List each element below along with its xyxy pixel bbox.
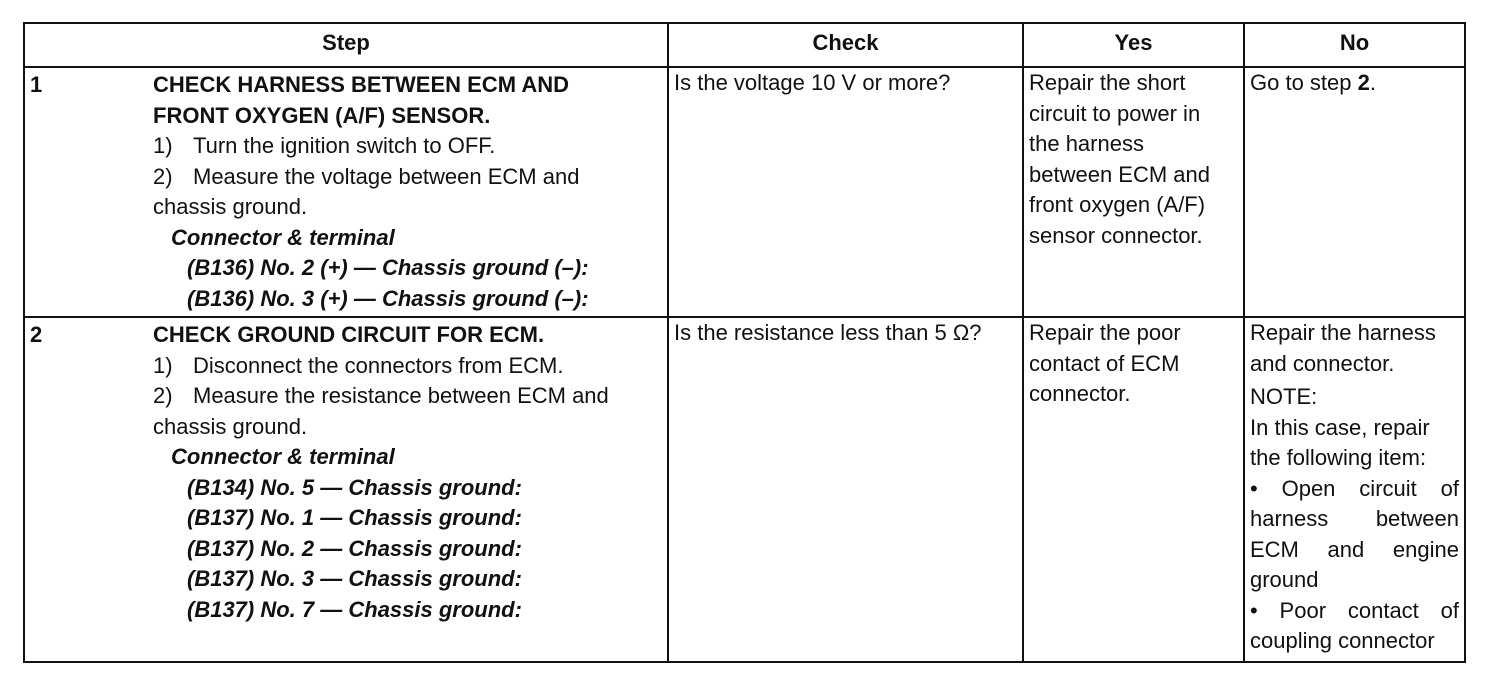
no-line: the following item: bbox=[1250, 445, 1427, 470]
yes-cell bbox=[1023, 67, 1244, 317]
connector-heading: Connector & terminal bbox=[171, 444, 395, 469]
step-number: 2 bbox=[30, 322, 43, 347]
yes-line: connector. bbox=[1029, 381, 1131, 406]
yes-line: sensor connector. bbox=[1029, 222, 1203, 248]
yes-line: front oxygen (A/F) bbox=[1029, 192, 1206, 217]
step-cell bbox=[24, 67, 668, 317]
no-line: ECM and engine bbox=[1250, 536, 1459, 562]
header-no: No bbox=[1244, 23, 1465, 67]
no-cell bbox=[1244, 67, 1465, 317]
step-body bbox=[153, 318, 662, 627]
diagnostic-table bbox=[23, 22, 1466, 663]
substep-number: 2) bbox=[153, 383, 173, 408]
header-step: Step bbox=[24, 23, 668, 67]
substep bbox=[153, 381, 656, 412]
yes-line: Repair the short bbox=[1029, 70, 1186, 95]
connector-item: (B137) No. 2 — Chassis ground: bbox=[187, 535, 522, 561]
no-step-ref: 2 bbox=[1357, 70, 1370, 95]
check-text: Is the resistance less than 5 Ω? bbox=[674, 320, 982, 345]
step-title: FRONT OXYGEN (A/F) SENSOR. bbox=[153, 102, 491, 128]
substep bbox=[153, 162, 656, 193]
substep bbox=[153, 131, 656, 162]
substep-number: 1) bbox=[153, 352, 173, 378]
step-cell bbox=[24, 317, 668, 662]
substep bbox=[153, 351, 656, 382]
no-cell bbox=[1244, 317, 1465, 662]
header-check: Check bbox=[668, 23, 1023, 67]
check-cell bbox=[668, 317, 1023, 662]
table-row bbox=[24, 317, 1465, 662]
substep-text: Measure the resistance between ECM and bbox=[193, 383, 609, 408]
check-text: Is the voltage 10 V or more? bbox=[674, 70, 951, 95]
header-row bbox=[24, 23, 1465, 67]
step-title: CHECK GROUND CIRCUIT FOR ECM. bbox=[153, 322, 545, 347]
substep-text: Turn the ignition switch to OFF. bbox=[193, 133, 496, 158]
step-title: CHECK HARNESS BETWEEN ECM AND bbox=[153, 72, 569, 97]
yes-line: Repair the poor bbox=[1029, 320, 1181, 345]
yes-line: circuit to power in bbox=[1029, 100, 1201, 126]
no-text bbox=[1250, 68, 1459, 99]
connector-heading: Connector & terminal bbox=[171, 224, 395, 250]
connector-item: (B136) No. 2 (+) — Chassis ground (–): bbox=[187, 255, 589, 280]
substep-number: 2) bbox=[153, 163, 173, 189]
header-yes: Yes bbox=[1023, 23, 1244, 67]
step-body bbox=[153, 68, 662, 316]
no-line: and connector. bbox=[1250, 350, 1395, 376]
connector-item: (B136) No. 3 (+) — Chassis ground (–): bbox=[187, 285, 589, 311]
check-cell bbox=[668, 67, 1023, 317]
connector-item: (B137) No. 1 — Chassis ground: bbox=[187, 505, 522, 530]
connector-item: (B137) No. 3 — Chassis ground: bbox=[187, 566, 522, 591]
no-line: coupling connector bbox=[1250, 628, 1435, 653]
no-line: Repair the harness bbox=[1250, 320, 1436, 345]
no-line: ground bbox=[1250, 567, 1319, 592]
substep-number: 1) bbox=[153, 133, 173, 158]
substep-text-continued: chassis ground. bbox=[153, 413, 308, 439]
connector-item: (B134) No. 5 — Chassis ground: bbox=[187, 474, 522, 500]
no-line: In this case, repair bbox=[1250, 414, 1430, 440]
substep-text: Disconnect the connectors from ECM. bbox=[193, 352, 564, 378]
step-number: 1 bbox=[30, 72, 43, 97]
connector-item: (B137) No. 7 — Chassis ground: bbox=[187, 596, 522, 622]
no-line: harness between bbox=[1250, 506, 1459, 531]
yes-line: the harness bbox=[1029, 131, 1144, 156]
table-row bbox=[24, 67, 1465, 317]
no-line: • Poor contact of bbox=[1250, 597, 1459, 623]
no-prefix: Go to step bbox=[1250, 70, 1358, 95]
substep-text: Measure the voltage between ECM and bbox=[193, 163, 580, 189]
no-suffix: . bbox=[1369, 70, 1376, 95]
yes-line: contact of ECM bbox=[1029, 350, 1180, 376]
note-label: NOTE: bbox=[1250, 384, 1318, 409]
no-line: • Open circuit of bbox=[1250, 475, 1459, 501]
yes-cell bbox=[1023, 317, 1244, 662]
substep-text-continued: chassis ground. bbox=[153, 194, 308, 219]
yes-line: between ECM and bbox=[1029, 161, 1210, 187]
